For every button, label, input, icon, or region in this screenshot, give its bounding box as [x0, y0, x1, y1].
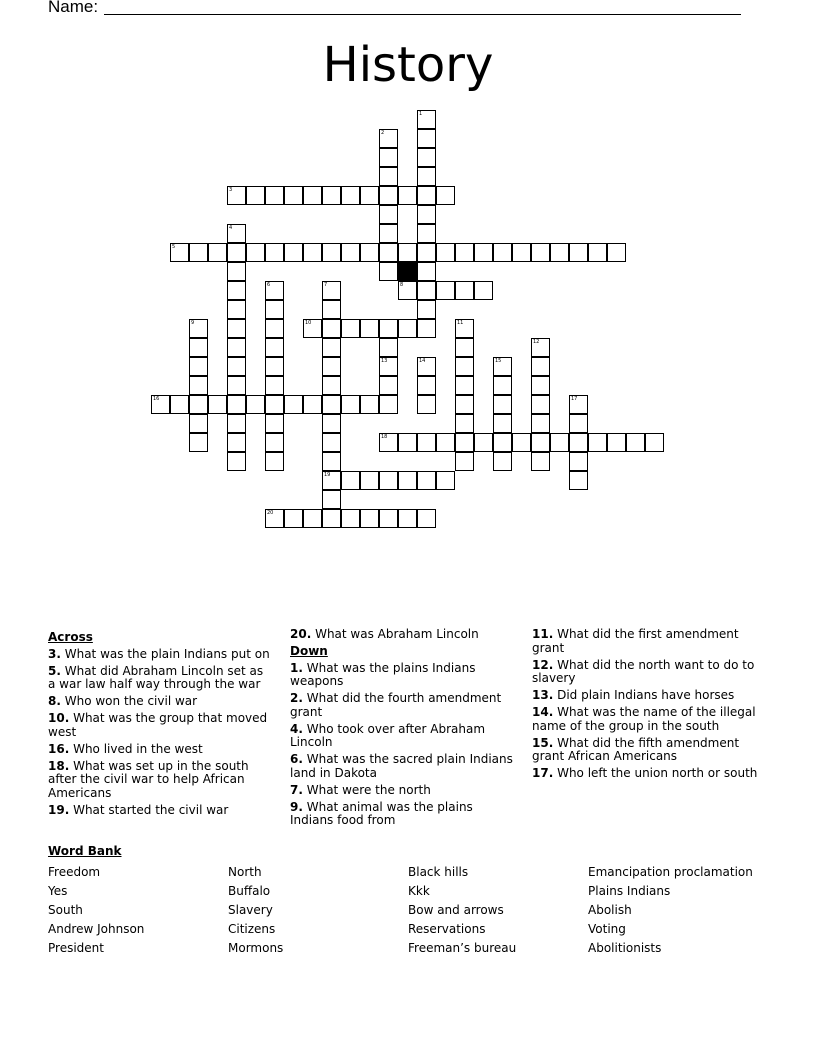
grid-cell[interactable] [417, 300, 436, 319]
grid-cell[interactable] [436, 471, 455, 490]
grid-cell[interactable] [341, 471, 360, 490]
clue-number-label: 17. [532, 766, 554, 781]
grid-cell[interactable] [379, 376, 398, 395]
clue-text: What did the north want to do to slavery [532, 657, 755, 686]
clue-text: Who took over after Abraham Lincoln [290, 721, 486, 750]
grid-cell[interactable] [303, 509, 322, 528]
clue-number: 15 [495, 358, 502, 364]
grid-cell[interactable] [265, 433, 284, 452]
grid-cell[interactable] [379, 319, 398, 338]
grid-cell[interactable] [227, 300, 246, 319]
clues-column-3 [532, 628, 768, 784]
clue-text: What did the fourth amendment grant [290, 691, 502, 719]
grid-cell[interactable] [379, 186, 398, 205]
grid-cell[interactable] [189, 319, 208, 338]
grid-cell[interactable] [398, 433, 417, 452]
grid-cell[interactable] [303, 319, 322, 338]
grid-cell[interactable] [322, 395, 341, 414]
grid-cell[interactable] [341, 186, 360, 205]
word-bank-item: Reservations [408, 922, 486, 936]
name-label: Name: [48, 0, 99, 16]
grid-cell[interactable] [569, 452, 588, 471]
grid-cell[interactable] [417, 395, 436, 414]
word-bank-item: North [228, 865, 262, 879]
clue-number: 10 [305, 320, 312, 326]
grid-cell[interactable] [455, 395, 474, 414]
across-clue [48, 760, 274, 801]
clue-number-label: 2. [290, 691, 303, 706]
grid-cell[interactable] [246, 186, 265, 205]
word-bank-item: Freeman’s bureau [408, 941, 517, 955]
clue-number-label: 16. [48, 741, 70, 756]
grid-cell[interactable] [379, 167, 398, 186]
grid-cell[interactable] [265, 338, 284, 357]
clue-text: What was the sacred plain Indians land in Dakota [290, 752, 513, 780]
clue-number: 17 [571, 396, 578, 402]
grid-cell[interactable] [417, 319, 436, 338]
word-bank-item: Freedom [48, 865, 101, 879]
grid-cell[interactable] [417, 262, 436, 281]
clue-text: Who won the civil war [60, 694, 198, 709]
grid-cell[interactable] [322, 357, 341, 376]
down-clue [532, 767, 768, 781]
down-clue-list-continued [532, 628, 768, 781]
grid-cell[interactable] [322, 319, 341, 338]
grid-cell[interactable] [417, 186, 436, 205]
grid-cell[interactable] [379, 395, 398, 414]
grid-cell[interactable] [417, 471, 436, 490]
grid-cell[interactable] [588, 243, 607, 262]
grid-cell[interactable] [322, 300, 341, 319]
clue-number: 20 [267, 510, 274, 516]
grid-cell[interactable] [360, 186, 379, 205]
grid-cell[interactable] [436, 281, 455, 300]
grid-cell[interactable] [170, 395, 189, 414]
grid-cell[interactable] [322, 338, 341, 357]
grid-cell[interactable] [531, 395, 550, 414]
grid-cell[interactable] [379, 262, 398, 281]
down-clue [290, 662, 516, 689]
grid-cell[interactable] [379, 357, 398, 376]
clue-number-label: 3. [48, 646, 61, 661]
grid-cell[interactable] [322, 433, 341, 452]
grid-cell[interactable] [227, 338, 246, 357]
clue-number-label: 6. [290, 752, 303, 767]
clue-text: What was the plain Indians put on [60, 646, 270, 661]
grid-cell[interactable] [322, 281, 341, 300]
clue-number: 5 [172, 244, 176, 250]
grid-cell[interactable] [455, 319, 474, 338]
grid-cell[interactable] [417, 129, 436, 148]
word-bank-column-4 [588, 863, 758, 958]
grid-cell[interactable] [474, 433, 493, 452]
clue-number: 1 [419, 111, 423, 117]
grid-cell[interactable] [379, 148, 398, 167]
grid-cell[interactable] [360, 243, 379, 262]
across-clue-list-continued [290, 628, 516, 642]
grid-cell[interactable] [493, 395, 512, 414]
grid-cell[interactable] [379, 509, 398, 528]
grid-cell[interactable] [379, 129, 398, 148]
grid-cell[interactable] [284, 395, 303, 414]
grid-cell[interactable] [189, 357, 208, 376]
grid-cell[interactable] [284, 509, 303, 528]
grid-cell[interactable] [303, 243, 322, 262]
grid-cell[interactable] [455, 281, 474, 300]
clue-number: 11 [457, 320, 464, 326]
grid-cell[interactable] [512, 433, 531, 452]
grid-cell[interactable] [417, 433, 436, 452]
grid-cell[interactable] [265, 243, 284, 262]
grid-cell[interactable] [417, 243, 436, 262]
grid-cell[interactable] [493, 433, 512, 452]
clue-number: 19 [324, 472, 331, 478]
grid-cell[interactable] [246, 395, 265, 414]
clue-number-label: 4. [290, 721, 303, 736]
grid-cell[interactable] [322, 490, 341, 509]
grid-cell[interactable] [531, 414, 550, 433]
grid-cell[interactable] [474, 243, 493, 262]
clues-column-1 [48, 628, 274, 821]
across-clue [48, 804, 274, 818]
clue-text: Did plain Indians have horses [553, 688, 735, 703]
clue-text: What did Abraham Lincoln set as a war law half way through the war [48, 663, 264, 692]
grid-cell[interactable] [227, 357, 246, 376]
grid-cell[interactable] [151, 395, 170, 414]
word-bank-item: Slavery [228, 903, 273, 917]
grid-cell[interactable] [303, 395, 322, 414]
grid-cell[interactable] [303, 186, 322, 205]
clue-number-label: 18. [48, 758, 70, 773]
clue-text: What was the plains Indians weapons [290, 660, 476, 689]
grid-cell[interactable] [398, 186, 417, 205]
grid-cell[interactable] [189, 395, 208, 414]
grid-cell[interactable] [322, 509, 341, 528]
clue-number-label: 1. [290, 660, 303, 675]
down-heading: Down [290, 643, 328, 658]
grid-cell[interactable] [455, 414, 474, 433]
grid-cell[interactable] [227, 262, 246, 281]
grid-cell[interactable] [569, 395, 588, 414]
across-clue [48, 648, 274, 662]
word-bank-item: Voting [588, 922, 626, 936]
grid-cell[interactable] [607, 243, 626, 262]
clue-number: 16 [153, 396, 160, 402]
grid-cell[interactable] [455, 433, 474, 452]
grid-cell[interactable] [512, 243, 531, 262]
down-clue [290, 692, 516, 719]
clue-text: Who lived in the west [69, 741, 203, 756]
grid-cell[interactable] [246, 243, 265, 262]
grid-cell[interactable] [360, 395, 379, 414]
page-title: History [322, 37, 494, 93]
grid-cell[interactable] [189, 414, 208, 433]
clue-text: What did the fifth amendment grant African Americans [532, 735, 740, 764]
grid-cell[interactable] [189, 338, 208, 357]
across-clue [48, 743, 274, 757]
grid-cell[interactable] [227, 243, 246, 262]
grid-cell[interactable] [607, 433, 626, 452]
grid-cell[interactable] [227, 281, 246, 300]
grid-cell[interactable] [265, 452, 284, 471]
grid-cell[interactable] [398, 471, 417, 490]
grid-cell[interactable] [531, 338, 550, 357]
grid-cell[interactable] [455, 376, 474, 395]
grid-cell[interactable] [322, 243, 341, 262]
grid-cell[interactable] [322, 452, 341, 471]
grid-cell[interactable] [455, 452, 474, 471]
word-bank-item: Kkk [408, 884, 430, 898]
word-bank-item: Mormons [228, 941, 284, 955]
word-bank-item: Abolitionists [588, 941, 662, 955]
clue-text: Who left the union north or south [553, 766, 758, 781]
grid-cell[interactable] [417, 224, 436, 243]
clue-number: 8 [400, 282, 404, 288]
grid-cell[interactable] [550, 243, 569, 262]
grid-cell[interactable] [265, 319, 284, 338]
grid-cell[interactable] [569, 414, 588, 433]
word-bank-column-1 [48, 863, 218, 958]
down-clue [532, 689, 768, 703]
clue-number-label: 5. [48, 663, 61, 678]
grid-cell[interactable] [265, 509, 284, 528]
clue-text: What was the name of the illegal name of the group in the south [532, 705, 756, 733]
grid-cell[interactable] [379, 338, 398, 357]
grid-block [398, 262, 417, 281]
clue-number: 18 [381, 434, 388, 440]
word-bank-column-2 [228, 863, 398, 958]
grid-cell[interactable] [379, 243, 398, 262]
grid-cell[interactable] [417, 281, 436, 300]
grid-cell[interactable] [588, 433, 607, 452]
grid-cell[interactable] [379, 471, 398, 490]
grid-cell[interactable] [569, 433, 588, 452]
grid-cell[interactable] [417, 110, 436, 129]
grid-cell[interactable] [341, 319, 360, 338]
clue-number-label: 8. [48, 694, 61, 709]
word-bank-item: Black hills [408, 865, 469, 879]
down-clue [532, 659, 768, 686]
grid-cell[interactable] [531, 433, 550, 452]
clue-number-label: 14. [532, 705, 554, 720]
grid-cell[interactable] [265, 281, 284, 300]
word-bank-item: Plains Indians [588, 884, 671, 898]
clue-number: 9 [191, 320, 195, 326]
down-clue-list [290, 662, 516, 828]
word-bank-item: President [48, 941, 104, 955]
grid-cell[interactable] [645, 433, 664, 452]
grid-cell[interactable] [208, 395, 227, 414]
grid-cell[interactable] [379, 224, 398, 243]
clue-text: What started the civil war [69, 802, 229, 817]
grid-cell[interactable] [398, 281, 417, 300]
grid-cell[interactable] [417, 167, 436, 186]
grid-cell[interactable] [417, 376, 436, 395]
grid-cell[interactable] [360, 319, 379, 338]
clue-text: What was the group that moved west [48, 711, 268, 739]
down-clue [290, 753, 516, 780]
clue-number-label: 13. [532, 688, 554, 703]
grid-cell[interactable] [322, 376, 341, 395]
clue-number: 14 [419, 358, 426, 364]
grid-cell[interactable] [322, 471, 341, 490]
clue-number: 13 [381, 358, 388, 364]
grid-cell[interactable] [227, 433, 246, 452]
word-bank-item: Emancipation proclamation [588, 865, 753, 879]
clue-number-label: 10. [48, 711, 70, 726]
grid-cell[interactable] [360, 471, 379, 490]
clue-text: What were the north [302, 782, 431, 797]
grid-cell[interactable] [227, 376, 246, 395]
grid-cell[interactable] [170, 243, 189, 262]
grid-cell[interactable] [398, 509, 417, 528]
across-heading: Across [48, 630, 93, 644]
across-clue [48, 712, 274, 739]
grid-cell[interactable] [436, 243, 455, 262]
clue-number-label: 11. [532, 627, 554, 641]
grid-cell[interactable] [227, 224, 246, 243]
grid-cell[interactable] [531, 357, 550, 376]
grid-cell[interactable] [493, 452, 512, 471]
grid-cell[interactable] [531, 243, 550, 262]
clue-number-label: 12. [532, 657, 554, 672]
grid-cell[interactable] [436, 433, 455, 452]
word-bank-item: Buffalo [228, 884, 271, 898]
grid-cell[interactable] [436, 186, 455, 205]
clue-number: 7 [324, 282, 328, 288]
clue-text: What was Abraham Lincoln [311, 627, 479, 641]
grid-cell[interactable] [493, 357, 512, 376]
clue-number-label: 9. [290, 799, 303, 814]
clue-number-label: 19. [48, 802, 70, 817]
grid-cell[interactable] [398, 319, 417, 338]
grid-cell[interactable] [341, 509, 360, 528]
grid-cell[interactable] [417, 205, 436, 224]
grid-cell[interactable] [227, 186, 246, 205]
grid-cell[interactable] [455, 243, 474, 262]
down-clue [532, 628, 768, 655]
grid-cell[interactable] [531, 376, 550, 395]
grid-cell[interactable] [265, 376, 284, 395]
word-bank-item: Citizens [228, 922, 276, 936]
grid-cell[interactable] [455, 338, 474, 357]
clue-number-label: 7. [290, 782, 303, 797]
grid-cell[interactable] [284, 186, 303, 205]
across-clue [48, 695, 274, 709]
word-bank-column-3 [408, 863, 578, 958]
grid-cell[interactable] [493, 243, 512, 262]
grid-cell[interactable] [569, 243, 588, 262]
down-clue [532, 737, 768, 764]
grid-cell[interactable] [227, 395, 246, 414]
grid-cell[interactable] [493, 414, 512, 433]
grid-cell[interactable] [417, 148, 436, 167]
word-bank-item: Andrew Johnson [48, 922, 145, 936]
grid-cell[interactable] [208, 243, 227, 262]
word-bank-item: South [48, 903, 83, 917]
clue-number-label: 20. [290, 627, 312, 641]
word-bank-heading: Word Bank [48, 844, 122, 858]
grid-cell[interactable] [189, 376, 208, 395]
grid-cell[interactable] [569, 471, 588, 490]
grid-cell[interactable] [265, 186, 284, 205]
grid-cell[interactable] [379, 205, 398, 224]
grid-cell[interactable] [189, 243, 208, 262]
clue-number: 4 [229, 225, 233, 231]
clue-text: What was set up in the south after the civil war to help African Americans [48, 758, 249, 800]
grid-cell[interactable] [360, 509, 379, 528]
grid-cell[interactable] [284, 243, 303, 262]
grid-cell[interactable] [455, 357, 474, 376]
grid-cell[interactable] [265, 414, 284, 433]
across-clue-list [48, 648, 274, 818]
clue-number-label: 15. [532, 735, 554, 750]
grid-cell[interactable] [227, 452, 246, 471]
grid-cell[interactable] [626, 433, 645, 452]
grid-cell[interactable] [341, 395, 360, 414]
across-clue [290, 628, 516, 642]
grid-cell[interactable] [322, 186, 341, 205]
down-clue [532, 706, 768, 733]
grid-cell[interactable] [398, 243, 417, 262]
clue-number: 12 [533, 339, 540, 345]
word-bank-item: Yes [48, 884, 68, 898]
grid-cell[interactable] [417, 509, 436, 528]
clue-number: 2 [381, 130, 385, 136]
down-clue [290, 784, 516, 798]
grid-cell[interactable] [322, 414, 341, 433]
clues-column-2 [290, 628, 516, 831]
grid-cell[interactable] [227, 319, 246, 338]
grid-cell[interactable] [341, 243, 360, 262]
grid-cell[interactable] [265, 300, 284, 319]
grid-cell[interactable] [265, 395, 284, 414]
grid-cell[interactable] [379, 433, 398, 452]
grid-cell[interactable] [189, 433, 208, 452]
grid-cell[interactable] [531, 452, 550, 471]
down-clue [290, 723, 516, 750]
grid-cell[interactable] [265, 357, 284, 376]
grid-cell[interactable] [493, 376, 512, 395]
grid-cell[interactable] [227, 414, 246, 433]
word-bank-item: Abolish [588, 903, 632, 917]
grid-cell[interactable] [474, 281, 493, 300]
clue-text: What animal was the plains Indians food from [290, 799, 473, 828]
grid-cell[interactable] [417, 357, 436, 376]
across-clue [48, 665, 274, 692]
clue-text: What did the first amendment grant [532, 627, 739, 655]
clue-number: 6 [267, 282, 271, 288]
down-clue [290, 801, 516, 828]
clue-number: 3 [229, 187, 233, 193]
grid-cell[interactable] [550, 433, 569, 452]
word-bank-item: Bow and arrows [408, 903, 504, 917]
